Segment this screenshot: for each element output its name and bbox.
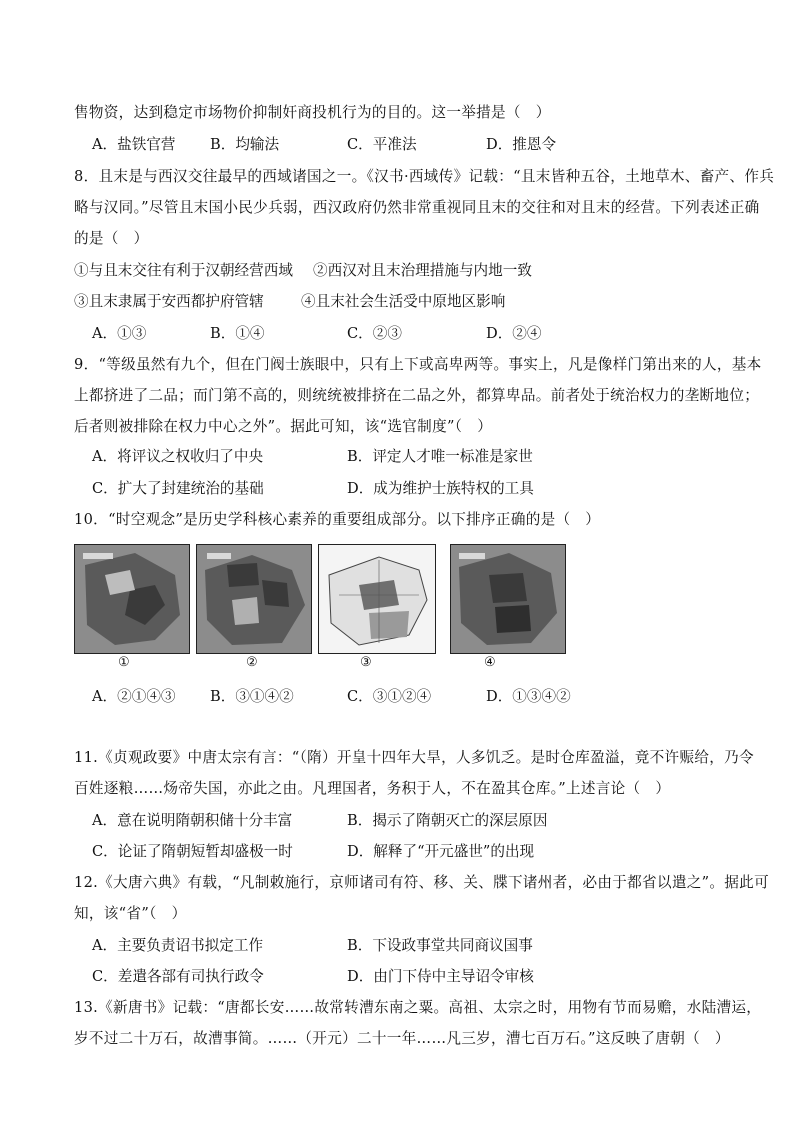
q8-stem-line2: 略与汉同。”尽管且末国小民少兵弱，西汉政府仍然非常重视同且末的交往和对且末的经营。下列表述正确 [74,199,760,216]
q12-option-b[interactable]: B．下设政事堂共同商议国事 [347,937,533,954]
q11-option-c[interactable]: C．论证了隋朝短暂却盛极一时 [92,843,293,860]
q7-option-d[interactable]: D．推恩令 [486,136,557,153]
q12-stem-line2: 知，该“省”（ ） [74,905,187,922]
q9-stem-line2: 上都挤进了二品；而门第不高的，则统统被排挤在二品之外，都算卑品。前者处于统治权力的垄断地位； [74,387,760,404]
map-3-label: ③ [360,655,372,670]
q8-option-a[interactable]: A．①③ [92,325,147,342]
q8-statement-1: ①与且末交往有利于汉朝经营西域 [74,262,293,279]
q8-option-b[interactable]: B．①④ [210,325,265,342]
q11-stem-line2: 百姓逐粮……炀帝失国，亦此之由。凡理国者，务积于人，不在盈其仓库。”上述言论（ ） [74,780,671,797]
map-4-image [450,544,566,654]
map-1-image [74,544,190,654]
q10-option-b[interactable]: B．③①④② [210,688,294,705]
q8-option-d[interactable]: D．②④ [486,325,542,342]
q13-stem-line2: 岁不过二十万石，故漕事简。……（开元）二十一年……凡三岁，漕七百万石。”这反映了唐朝（ ） [74,1030,730,1047]
map-4-label: ④ [484,655,496,670]
q9-stem-line1: 9．“等级虽然有九个，但在门阀士族眼中，只有上下或高卑两等。事实上，凡是像样门第出来的人，基本 [74,356,762,373]
q10-map-group [74,544,494,674]
q8-option-c[interactable]: C．②③ [347,325,402,342]
q8-statement-4: ④且末社会生活受中原地区影响 [301,293,506,310]
q10-option-a[interactable]: A．②①④③ [92,688,176,705]
q9-option-b[interactable]: B．评定人才唯一标准是家世 [347,448,533,465]
q12-option-c[interactable]: C．差遣各部有司执行政令 [92,968,264,985]
q12-option-d[interactable]: D．由门下侍中主导诏令审核 [347,968,534,985]
q8-statement-2: ②西汉对且末治理措施与内地一致 [313,262,532,279]
q10-option-c[interactable]: C．③①②④ [347,688,432,705]
q8-stem-line1: 8．且末是与西汉交往最早的西域诸国之一。《汉书·西域传》记载：“且末皆种五谷，土地草木、畜产、作兵 [74,168,775,185]
q12-stem-line1: 12.《大唐六典》有载，“凡制敕施行，京师诸司有符、移、关、牒下诸州者，必由于都省以遣之”。据此可 [74,874,769,891]
q11-option-d[interactable]: D．解释了“开元盛世”的出现 [347,843,535,860]
q11-option-a[interactable]: A．意在说明隋朝积储十分丰富 [92,812,293,829]
map-2-label: ② [246,655,258,670]
q8-stem-line3: 的是（ ） [74,230,149,247]
q11-option-b[interactable]: B．揭示了隋朝灭亡的深层原因 [347,812,548,829]
q9-option-c[interactable]: C．扩大了封建统治的基础 [92,480,264,497]
map-3-image [318,544,436,654]
q13-stem-line1: 13.《新唐书》记载：“唐都长安……故常转漕东南之粟。高祖、太宗之时，用物有节而易赡，水陆漕运， [74,999,762,1016]
q10-stem: 10．“时空观念”是历史学科核心素养的重要组成部分。以下排序正确的是（ ） [74,511,601,528]
q7-stem: 售物资，达到稳定市场物价抑制奸商投机行为的目的。这一举措是（ ） [74,104,551,121]
q7-option-a[interactable]: A．盐铁官营 [92,136,176,153]
q8-statement-3: ③且末隶属于安西都护府管辖 [74,293,264,310]
q9-stem-line3: 后者则被排除在权力中心之外”。据此可知，该“选官制度”（ ） [74,418,493,435]
q12-option-a[interactable]: A．主要负责诏书拟定工作 [92,937,264,954]
q7-option-c[interactable]: C．平准法 [347,136,417,153]
map-2-image [196,544,312,654]
q7-option-b[interactable]: B．均输法 [210,136,280,153]
q9-option-d[interactable]: D．成为维护士族特权的工具 [347,480,534,497]
q10-option-d[interactable]: D．①③④② [486,688,571,705]
q9-option-a[interactable]: A．将评议之权收归了中央 [92,448,264,465]
q11-stem-line1: 11.《贞观政要》中唐太宗有言：“（隋）开皇十四年大旱，人多饥乏。是时仓库盈溢，竟不许赈给，乃令 [74,749,754,766]
map-1-label: ① [118,655,130,670]
